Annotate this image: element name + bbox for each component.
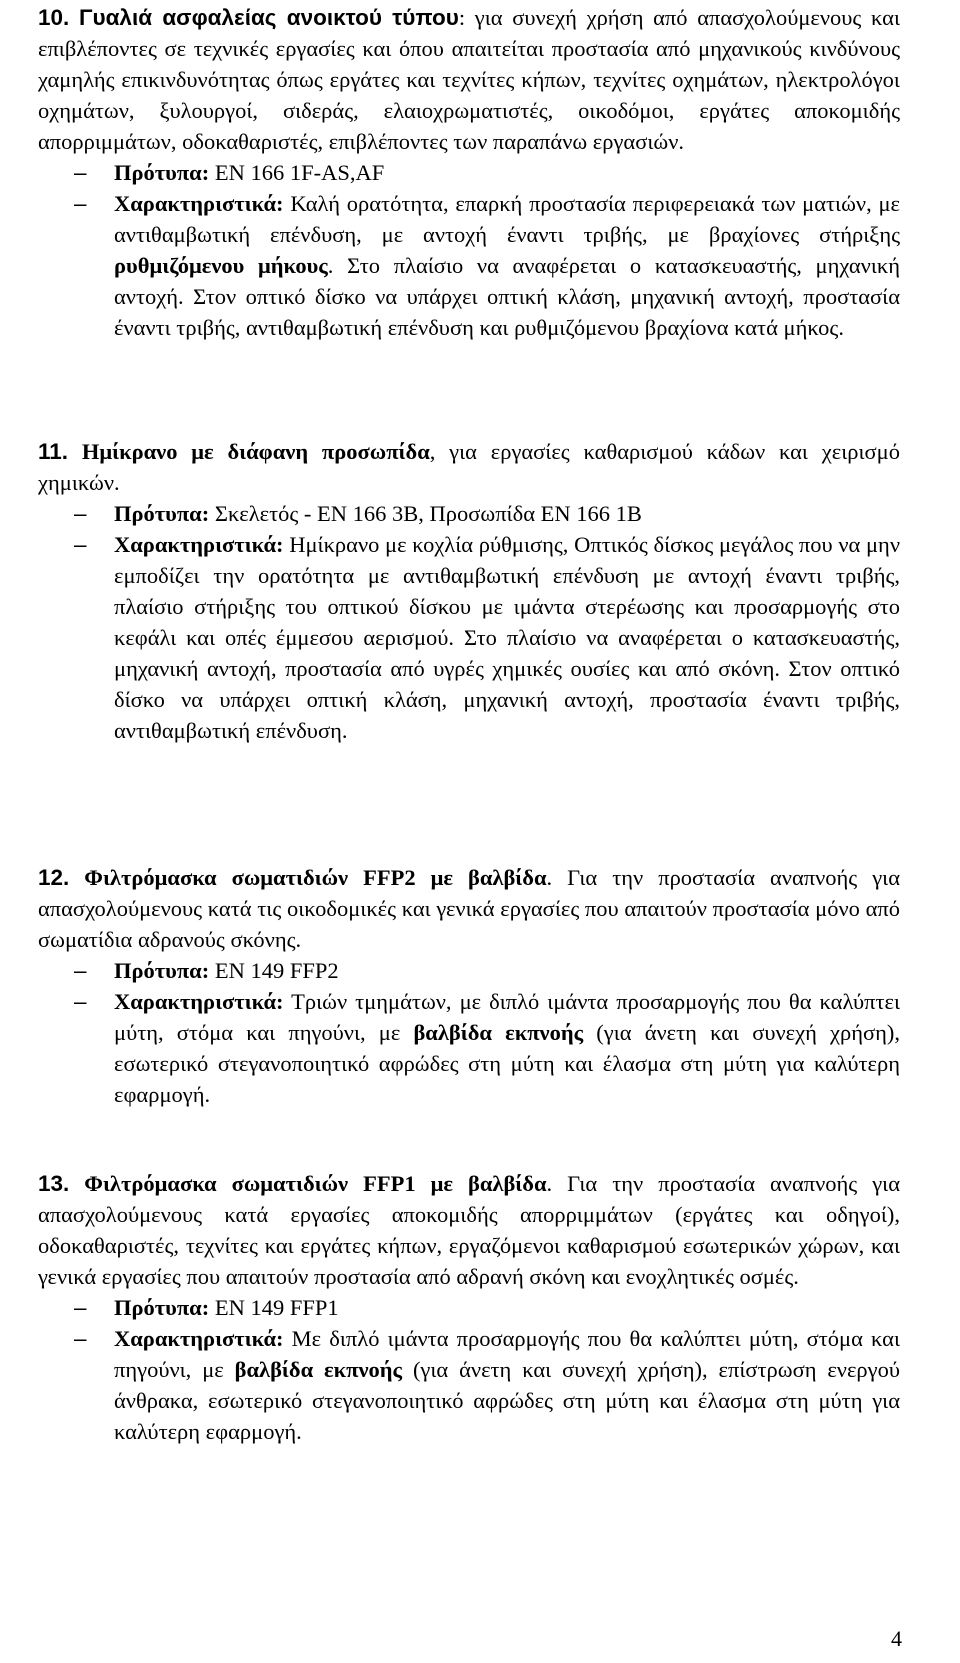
standards-value: EN 166 1F-AS,AF (209, 160, 385, 185)
section-12-intro (38, 862, 900, 955)
section-12-description: . Για την προστασία αναπνοής για απασχολούμενους κατά τις οικοδομικές και γενικά εργασίες που απαιτούν προστασία μόνο από σωματίδια αδρανούς σκόνης. (38, 865, 900, 952)
features-label: Χαρακτηριστικά: (114, 989, 284, 1014)
features-text-continued: . Στο πλαίσιο να αναφέρεται ο κατασκευαστής, μηχανική αντοχή. Στον οπτικό δίσκο να υπάρχει οπτική κλάση, μηχανική αντοχή, προστασία έναντι τριβής, αντιθαμβωτική επένδυση και ρυθμιζόμενου βραχίονα κατά μήκος. (114, 253, 900, 340)
features-label: Χαρακτηριστικά: (114, 1326, 284, 1351)
bullet-dash: – (74, 501, 87, 526)
section-11-features (38, 529, 900, 746)
section-11-intro (38, 436, 900, 498)
standards-label: Πρότυπα: (114, 958, 210, 983)
section-10-specs (38, 157, 900, 343)
section-10-title: Γυαλιά ασφαλείας ανοικτού τύπου (78, 5, 459, 30)
section-12-specs (38, 955, 900, 1110)
section-11 (38, 436, 900, 746)
standards-value: Σκελετός - EN 166 3B, Προσωπίδα EN 166 1B (209, 501, 642, 526)
standards-value: EN 149 FFP2 (209, 958, 339, 983)
section-11-specs (38, 498, 900, 746)
section-13 (38, 1168, 900, 1447)
section-11-title: Ημίκρανο με διάφανη προσωπίδα (81, 439, 430, 464)
bullet-dash: – (74, 1326, 87, 1351)
bullet-dash: – (74, 532, 87, 557)
section-13-description: . Για την προστασία αναπνοής για απασχολούμενους κατά εργασίες αποκομιδής απορριμμάτων (εργάτες και οδηγοί), οδοκαθαριστές, τεχνίτες και εργάτες κήπων, εργαζόμενοι καθαρισμού εσωτερικών χώρων, και γενικά εργασίες που απαιτούν προστασία από αδρανή σκόνη και ενοχλητικές οσμές. (38, 1171, 900, 1289)
features-text: Με διπλό ιμάντα προσαρμογής που θα καλύπτει μύτη, στόμα και πηγούνι, με (114, 1326, 900, 1382)
section-10-features (38, 188, 900, 343)
section-13-intro (38, 1168, 900, 1292)
section-13-features (38, 1323, 900, 1447)
bullet-dash: – (74, 191, 87, 216)
section-10-intro (38, 2, 900, 157)
features-bold-text: ρυθμιζόμενου μήκους (114, 253, 328, 278)
features-text-continued: (για άνετη και συνεχή χρήση), επίστρωση ενεργού άνθρακα, εσωτερικό στεγανοποιητικό αφρώδες στη μύτη και έλασμα στη μύτη για καλύτερη εφαρμογή. (114, 1357, 900, 1444)
section-10 (38, 2, 900, 343)
section-12-title: Φιλτρόμασκα σωματιδιών FFP2 με βαλβίδα (84, 865, 547, 890)
bullet-dash: – (74, 989, 87, 1014)
section-11-description: , για εργασίες καθαρισμού κάδων και χειρισμό χημικών. (38, 439, 900, 495)
bullet-dash: – (74, 1295, 87, 1320)
section-13-standards (38, 1292, 900, 1323)
section-13-number: 13. (38, 1171, 70, 1196)
features-bold-text: βαλβίδα εκπνοής (413, 1020, 584, 1045)
bullet-dash: – (74, 958, 87, 983)
section-13-specs (38, 1292, 900, 1447)
section-10-standards (38, 157, 900, 188)
section-11-number: 11. (38, 439, 69, 464)
features-bold-text: βαλβίδα εκπνοής (234, 1357, 403, 1382)
section-12-features (38, 986, 900, 1110)
bullet-dash: – (74, 160, 87, 185)
section-11-standards (38, 498, 900, 529)
section-10-number: 10. (38, 5, 70, 30)
standards-label: Πρότυπα: (114, 160, 210, 185)
section-12-standards (38, 955, 900, 986)
section-12 (38, 862, 900, 1110)
features-label: Χαρακτηριστικά: (114, 191, 284, 216)
section-12-number: 12. (38, 865, 70, 890)
page-number: 4 (891, 1626, 902, 1651)
standards-value: EN 149 FFP1 (209, 1295, 339, 1320)
features-text: Τριών τμημάτων, με διπλό ιμάντα προσαρμογής που θα καλύπτει μύτη, στόμα και πηγούνι, με (114, 989, 900, 1045)
standards-label: Πρότυπα: (114, 501, 210, 526)
features-label: Χαρακτηριστικά: (114, 532, 284, 557)
standards-label: Πρότυπα: (114, 1295, 210, 1320)
features-text: Καλή ορατότητα, επαρκή προστασία περιφερειακά των ματιών, με αντιθαμβωτική επένδυση, με αντοχή έναντι τριβής, με βραχίονες στήριξης (114, 191, 900, 247)
features-text-continued: (για άνετη και συνεχή χρήση), εσωτερικό στεγανοποιητικό αφρώδες στη μύτη και έλασμα στη μύτη για καλύτερη εφαρμογή. (114, 1020, 900, 1107)
section-13-title: Φιλτρόμασκα σωματιδιών FFP1 με βαλβίδα (84, 1171, 547, 1196)
features-text: Ημίκρανο με κοχλία ρύθμισης, Οπτικός δίσκος μεγάλος που να μην εμποδίζει την ορατότητα με αντιθαμβωτική επένδυση με αντοχή έναντι τριβής, πλαίσιο στήριξης του οπτικού δίσκου με ιμάντα στερέωσης και προσαρμογής στο κεφάλι και οπές έμμεσου αερισμού. Στο πλαίσιο να αναφέρεται ο κατασκευαστής, μηχανική αντοχή, προστασία από υγρές χημικές ουσίες και από σκόνη. Στον οπτικό δίσκο να υπάρχει οπτική κλάση, μηχανική αντοχή, προστασία έναντι τριβής, αντιθαμβωτική επένδυση. (114, 532, 900, 743)
section-10-description: : για συνεχή χρήση από απασχολούμενους και επιβλέποντες σε τεχνικές εργασίες και όπου απαιτείται προστασία από μηχανικούς κινδύνους χαμηλής επικινδυνότητας όπως εργάτες και τεχνίτες κήπων, τεχνίτες οχημάτων, ηλεκτρολόγοι οχημάτων, ξυλουργοί, σιδεράς, ελαιοχρωματιστές, οικοδόμοι, εργάτες αποκομιδής απορριμμάτων, οδοκαθαριστές, επιβλέποντες των παραπάνω εργασιών. (38, 5, 900, 154)
